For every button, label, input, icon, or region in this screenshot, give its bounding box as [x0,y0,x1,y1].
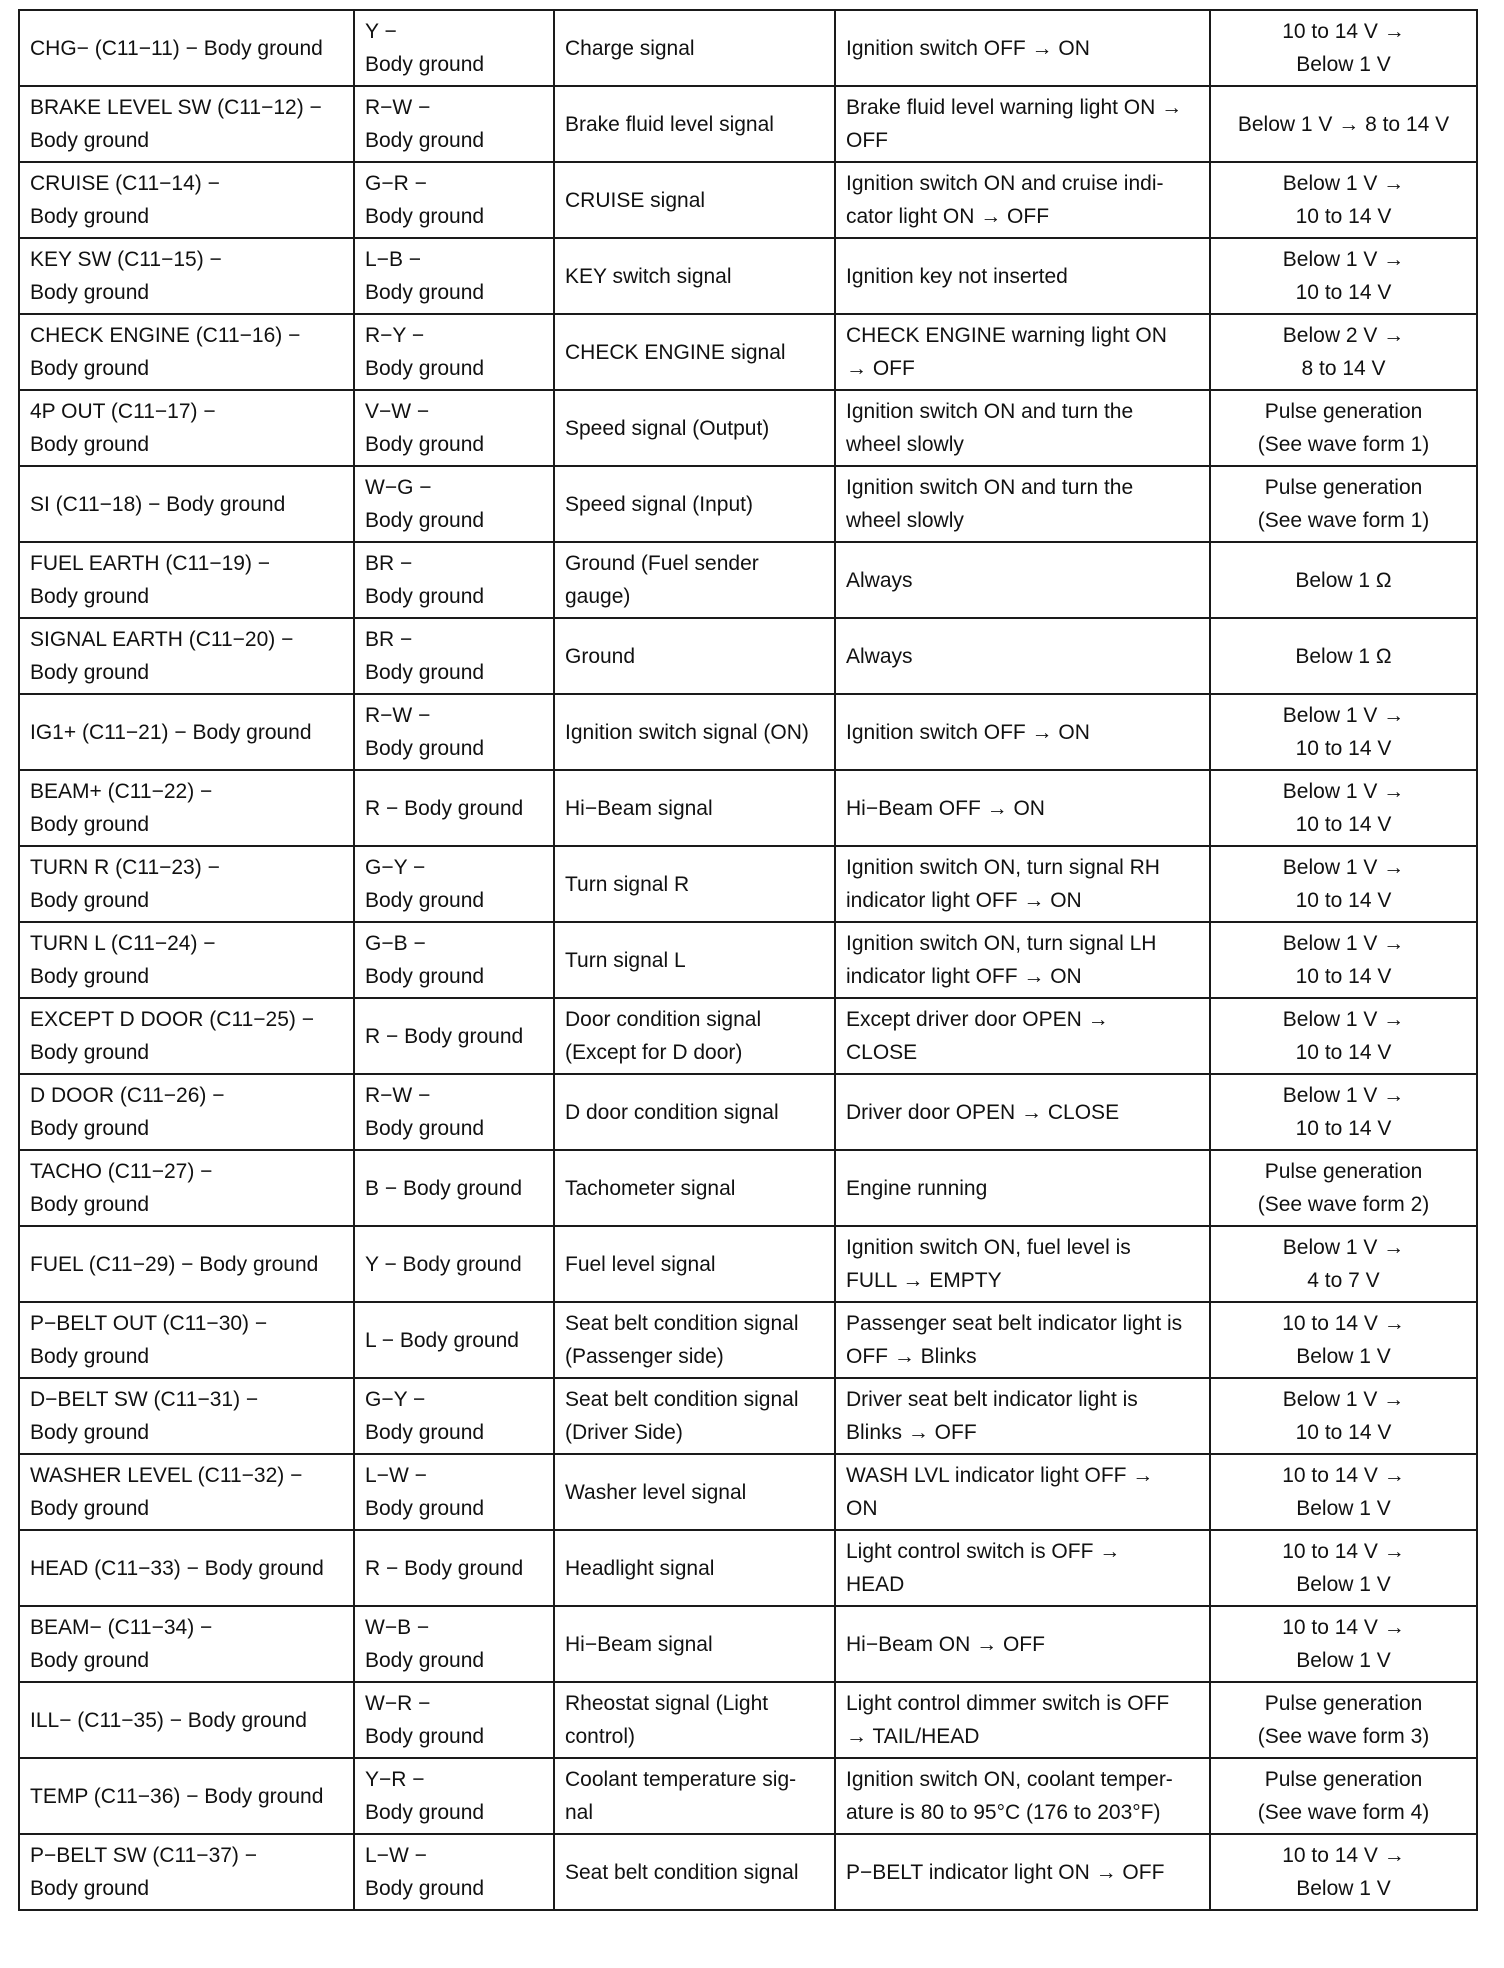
terminal-description-cell: Hi−Beam signal [554,770,835,846]
condition-cell: Ignition switch OFF → ON [835,10,1210,86]
terminal-cell: WASHER LEVEL (C11−32) − Body ground [19,1454,354,1530]
terminal-cell: D−BELT SW (C11−31) − Body ground [19,1378,354,1454]
condition-cell: CHECK ENGINE warning light ON → OFF [835,314,1210,390]
wiring-color-cell: W−B − Body ground [354,1606,554,1682]
wiring-color-cell: G−Y − Body ground [354,1378,554,1454]
condition-cell: Ignition switch ON, fuel level is FULL → EMPTY [835,1226,1210,1302]
wiring-color-cell: W−R − Body ground [354,1682,554,1758]
terminal-cell: ILL− (C11−35) − Body ground [19,1682,354,1758]
terminal-description-cell: Seat belt condition signal (Driver Side) [554,1378,835,1454]
wiring-color-cell: L − Body ground [354,1302,554,1378]
table-row [19,1530,1477,1606]
table-row [19,998,1477,1074]
table-row [19,1150,1477,1226]
specified-condition-cell: Pulse generation (See wave form 3) [1210,1682,1477,1758]
specified-condition-cell: Below 1 V → 10 to 14 V [1210,846,1477,922]
table-row [19,86,1477,162]
terminal-cell: TACHO (C11−27) − Body ground [19,1150,354,1226]
condition-cell: Ignition switch ON, turn signal RH indicator light OFF → ON [835,846,1210,922]
terminal-description-cell: Brake fluid level signal [554,86,835,162]
specified-condition-cell: Below 1 V → 10 to 14 V [1210,922,1477,998]
condition-cell: Hi−Beam ON → OFF [835,1606,1210,1682]
condition-cell: Ignition key not inserted [835,238,1210,314]
condition-cell: Light control dimmer switch is OFF → TAIL/HEAD [835,1682,1210,1758]
condition-cell: Driver door OPEN → CLOSE [835,1074,1210,1150]
wiring-color-cell: R−W − Body ground [354,694,554,770]
wiring-color-cell: Y − Body ground [354,1226,554,1302]
condition-cell: Ignition switch OFF → ON [835,694,1210,770]
specified-condition-cell: Below 1 V → 4 to 7 V [1210,1226,1477,1302]
terminal-description-cell: Coolant temperature sig- nal [554,1758,835,1834]
terminal-inspection-table [18,9,1478,1911]
terminal-cell: FUEL (C11−29) − Body ground [19,1226,354,1302]
condition-cell: P−BELT indicator light ON → OFF [835,1834,1210,1910]
terminal-description-cell: D door condition signal [554,1074,835,1150]
terminal-cell: SI (C11−18) − Body ground [19,466,354,542]
table-row [19,1074,1477,1150]
terminal-description-cell: Tachometer signal [554,1150,835,1226]
terminal-cell: CHECK ENGINE (C11−16) − Body ground [19,314,354,390]
terminal-description-cell: CRUISE signal [554,162,835,238]
table-row [19,1758,1477,1834]
condition-cell: WASH LVL indicator light OFF → ON [835,1454,1210,1530]
table-row [19,1454,1477,1530]
terminal-cell: EXCEPT D DOOR (C11−25) − Body ground [19,998,354,1074]
table-row [19,618,1477,694]
specified-condition-cell: Pulse generation (See wave form 4) [1210,1758,1477,1834]
table-row [19,466,1477,542]
terminal-description-cell: Washer level signal [554,1454,835,1530]
table-row [19,542,1477,618]
table-row [19,922,1477,998]
terminal-cell: IG1+ (C11−21) − Body ground [19,694,354,770]
specified-condition-cell: 10 to 14 V → Below 1 V [1210,1454,1477,1530]
table-row [19,846,1477,922]
specified-condition-cell: Below 2 V → 8 to 14 V [1210,314,1477,390]
terminal-cell: BEAM+ (C11−22) − Body ground [19,770,354,846]
table-row [19,238,1477,314]
specified-condition-cell: Pulse generation (See wave form 2) [1210,1150,1477,1226]
specified-condition-cell: Below 1 V → 10 to 14 V [1210,238,1477,314]
terminal-cell: BEAM− (C11−34) − Body ground [19,1606,354,1682]
specified-condition-cell: Below 1 Ω [1210,618,1477,694]
terminal-description-cell: Seat belt condition signal (Passenger side) [554,1302,835,1378]
condition-cell: Except driver door OPEN → CLOSE [835,998,1210,1074]
condition-cell: Brake fluid level warning light ON → OFF [835,86,1210,162]
table-row [19,10,1477,86]
specified-condition-cell: Pulse generation (See wave form 1) [1210,466,1477,542]
wiring-color-cell: BR − Body ground [354,542,554,618]
terminal-cell: SIGNAL EARTH (C11−20) − Body ground [19,618,354,694]
condition-cell: Passenger seat belt indicator light is OFF → Blinks [835,1302,1210,1378]
terminal-cell: CRUISE (C11−14) − Body ground [19,162,354,238]
terminal-description-cell: Fuel level signal [554,1226,835,1302]
terminal-description-cell: Ignition switch signal (ON) [554,694,835,770]
wiring-color-cell: W−G − Body ground [354,466,554,542]
terminal-description-cell: Rheostat signal (Light control) [554,1682,835,1758]
table-row [19,694,1477,770]
terminal-cell: TURN R (C11−23) − Body ground [19,846,354,922]
specified-condition-cell: Below 1 V → 10 to 14 V [1210,998,1477,1074]
wiring-color-cell: L−B − Body ground [354,238,554,314]
condition-cell: Always [835,618,1210,694]
specified-condition-cell: Below 1 V → 10 to 14 V [1210,1378,1477,1454]
specified-condition-cell: Below 1 V → 10 to 14 V [1210,162,1477,238]
condition-cell: Light control switch is OFF → HEAD [835,1530,1210,1606]
wiring-color-cell: R−W − Body ground [354,86,554,162]
terminal-description-cell: CHECK ENGINE signal [554,314,835,390]
specified-condition-cell: 10 to 14 V → Below 1 V [1210,1606,1477,1682]
specified-condition-cell: Below 1 V → 10 to 14 V [1210,770,1477,846]
terminal-cell: BRAKE LEVEL SW (C11−12) − Body ground [19,86,354,162]
condition-cell: Ignition switch ON and cruise indi- cator light ON → OFF [835,162,1210,238]
specified-condition-cell: 10 to 14 V → Below 1 V [1210,10,1477,86]
table-row [19,1302,1477,1378]
condition-cell: Ignition switch ON, turn signal LH indicator light OFF → ON [835,922,1210,998]
table-row [19,770,1477,846]
terminal-cell: HEAD (C11−33) − Body ground [19,1530,354,1606]
specified-condition-cell: Below 1 V → 10 to 14 V [1210,1074,1477,1150]
terminal-cell: D DOOR (C11−26) − Body ground [19,1074,354,1150]
wiring-color-cell: R−W − Body ground [354,1074,554,1150]
wiring-color-cell: R − Body ground [354,998,554,1074]
condition-cell: Ignition switch ON, coolant temper- ature is 80 to 95°C (176 to 203°F) [835,1758,1210,1834]
terminal-cell: FUEL EARTH (C11−19) − Body ground [19,542,354,618]
table-row [19,1682,1477,1758]
wiring-color-cell: B − Body ground [354,1150,554,1226]
table-row [19,1226,1477,1302]
terminal-description-cell: Charge signal [554,10,835,86]
terminal-description-cell: Speed signal (Input) [554,466,835,542]
wiring-color-cell: R−Y − Body ground [354,314,554,390]
condition-cell: Hi−Beam OFF → ON [835,770,1210,846]
terminal-cell: P−BELT SW (C11−37) − Body ground [19,1834,354,1910]
wiring-color-cell: R − Body ground [354,1530,554,1606]
condition-cell: Driver seat belt indicator light is Blinks → OFF [835,1378,1210,1454]
wiring-color-cell: R − Body ground [354,770,554,846]
wiring-color-cell: Y−R − Body ground [354,1758,554,1834]
terminal-description-cell: KEY switch signal [554,238,835,314]
terminal-description-cell: Seat belt condition signal [554,1834,835,1910]
table-row [19,314,1477,390]
table-row [19,1378,1477,1454]
specified-condition-cell: Below 1 V → 8 to 14 V [1210,86,1477,162]
table-row [19,1834,1477,1910]
terminal-description-cell: Ground (Fuel sender gauge) [554,542,835,618]
terminal-cell: P−BELT OUT (C11−30) − Body ground [19,1302,354,1378]
terminal-cell: TEMP (C11−36) − Body ground [19,1758,354,1834]
specified-condition-cell: Below 1 Ω [1210,542,1477,618]
specified-condition-cell: 10 to 14 V → Below 1 V [1210,1302,1477,1378]
terminal-cell: CHG− (C11−11) − Body ground [19,10,354,86]
terminal-description-cell: Ground [554,618,835,694]
wiring-color-cell: G−R − Body ground [354,162,554,238]
condition-cell: Ignition switch ON and turn the wheel slowly [835,390,1210,466]
wiring-color-cell: Y − Body ground [354,10,554,86]
specified-condition-cell: 10 to 14 V → Below 1 V [1210,1834,1477,1910]
condition-cell: Engine running [835,1150,1210,1226]
terminal-description-cell: Turn signal L [554,922,835,998]
terminal-cell: KEY SW (C11−15) − Body ground [19,238,354,314]
wiring-color-cell: V−W − Body ground [354,390,554,466]
terminal-description-cell: Headlight signal [554,1530,835,1606]
specified-condition-cell: Pulse generation (See wave form 1) [1210,390,1477,466]
terminal-description-cell: Door condition signal (Except for D door) [554,998,835,1074]
condition-cell: Always [835,542,1210,618]
terminal-description-cell: Hi−Beam signal [554,1606,835,1682]
wiring-color-cell: G−Y − Body ground [354,846,554,922]
terminal-cell: 4P OUT (C11−17) − Body ground [19,390,354,466]
table-row [19,162,1477,238]
wiring-color-cell: L−W − Body ground [354,1834,554,1910]
specified-condition-cell: Below 1 V → 10 to 14 V [1210,694,1477,770]
terminal-cell: TURN L (C11−24) − Body ground [19,922,354,998]
terminal-description-cell: Turn signal R [554,846,835,922]
wiring-color-cell: BR − Body ground [354,618,554,694]
condition-cell: Ignition switch ON and turn the wheel slowly [835,466,1210,542]
wiring-color-cell: L−W − Body ground [354,1454,554,1530]
table-body [19,10,1477,1910]
terminal-description-cell: Speed signal (Output) [554,390,835,466]
specified-condition-cell: 10 to 14 V → Below 1 V [1210,1530,1477,1606]
table-row [19,1606,1477,1682]
wiring-color-cell: G−B − Body ground [354,922,554,998]
table-row [19,390,1477,466]
